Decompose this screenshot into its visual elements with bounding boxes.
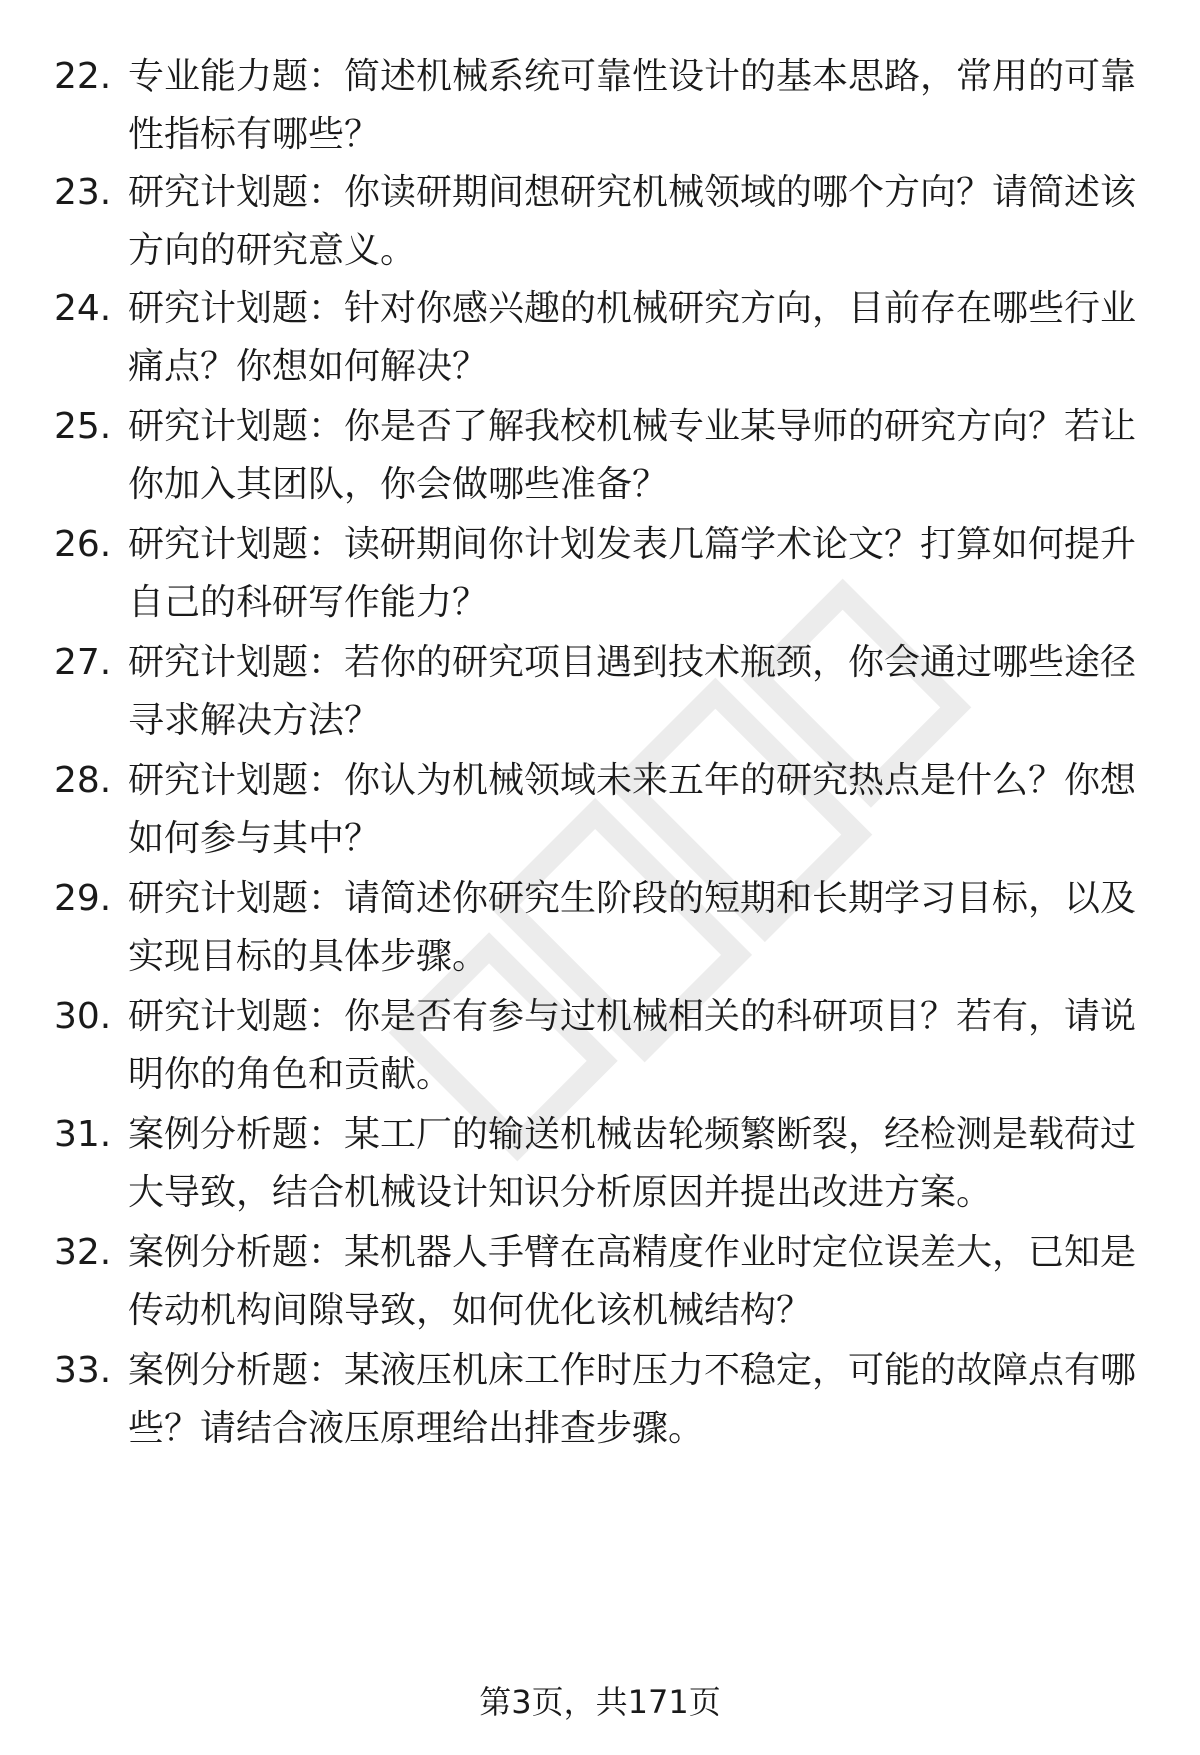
question-number: 28. — [54, 760, 112, 801]
question-number: 32. — [54, 1232, 112, 1273]
question-number: 25. — [54, 406, 112, 447]
question-number: 23. — [54, 172, 112, 213]
question-item — [0, 164, 1200, 294]
question-item — [0, 752, 1200, 882]
question-number: 24. — [54, 288, 112, 329]
question-number: 22. — [54, 56, 112, 97]
question-item — [0, 634, 1200, 764]
question-text: 研究计划题：你读研期间想研究机械领域的哪个方向？请简述该方向的研究意义。 — [128, 172, 1137, 271]
question-text: 研究计划题：针对你感兴趣的机械研究方向，目前存在哪些行业痛点？你想如何解决？ — [128, 288, 1137, 387]
question-number: 33. — [54, 1350, 112, 1391]
question-text: 研究计划题：你认为机械领域未来五年的研究热点是什么？你想如何参与其中？ — [128, 760, 1137, 859]
question-text: 案例分析题：某机器人手臂在高精度作业时定位误差大，已知是传动机构间隙导致，如何优化该机械结构？ — [128, 1232, 1137, 1331]
question-text: 专业能力题：简述机械系统可靠性设计的基本思路，常用的可靠性指标有哪些？ — [128, 56, 1137, 155]
question-item — [0, 1342, 1200, 1472]
question-text: 案例分析题：某工厂的输送机械齿轮频繁断裂，经检测是载荷过大导致，结合机械设计知识分析原因并提出改进方案。 — [128, 1114, 1137, 1213]
question-text: 研究计划题：若你的研究项目遇到技术瓶颈，你会通过哪些途径寻求解决方法？ — [128, 642, 1137, 741]
page-number-footer: 第3页，共171页 — [479, 1683, 721, 1721]
question-item — [0, 398, 1200, 528]
question-text: 研究计划题：你是否了解我校机械专业某导师的研究方向？若让你加入其团队，你会做哪些准备？ — [128, 406, 1137, 505]
question-number: 30. — [54, 996, 112, 1037]
question-number: 27. — [54, 642, 112, 683]
question-item — [0, 280, 1200, 410]
question-number: 31. — [54, 1114, 112, 1155]
question-text: 研究计划题：读研期间你计划发表几篇学术论文？打算如何提升自己的科研写作能力？ — [128, 524, 1137, 623]
question-text: 研究计划题：你是否有参与过机械相关的科研项目？若有，请说明你的角色和贡献。 — [128, 996, 1137, 1095]
question-number: 26. — [54, 524, 112, 565]
question-item — [0, 48, 1200, 178]
question-text: 研究计划题：请简述你研究生阶段的短期和长期学习目标，以及实现目标的具体步骤。 — [128, 878, 1137, 977]
question-text: 案例分析题：某液压机床工作时压力不稳定，可能的故障点有哪些？请结合液压原理给出排查步骤。 — [128, 1350, 1137, 1449]
question-item — [0, 1106, 1200, 1236]
question-item — [0, 870, 1200, 1000]
question-item — [0, 988, 1200, 1118]
question-item — [0, 516, 1200, 646]
question-item — [0, 1224, 1200, 1354]
question-number: 29. — [54, 878, 112, 919]
